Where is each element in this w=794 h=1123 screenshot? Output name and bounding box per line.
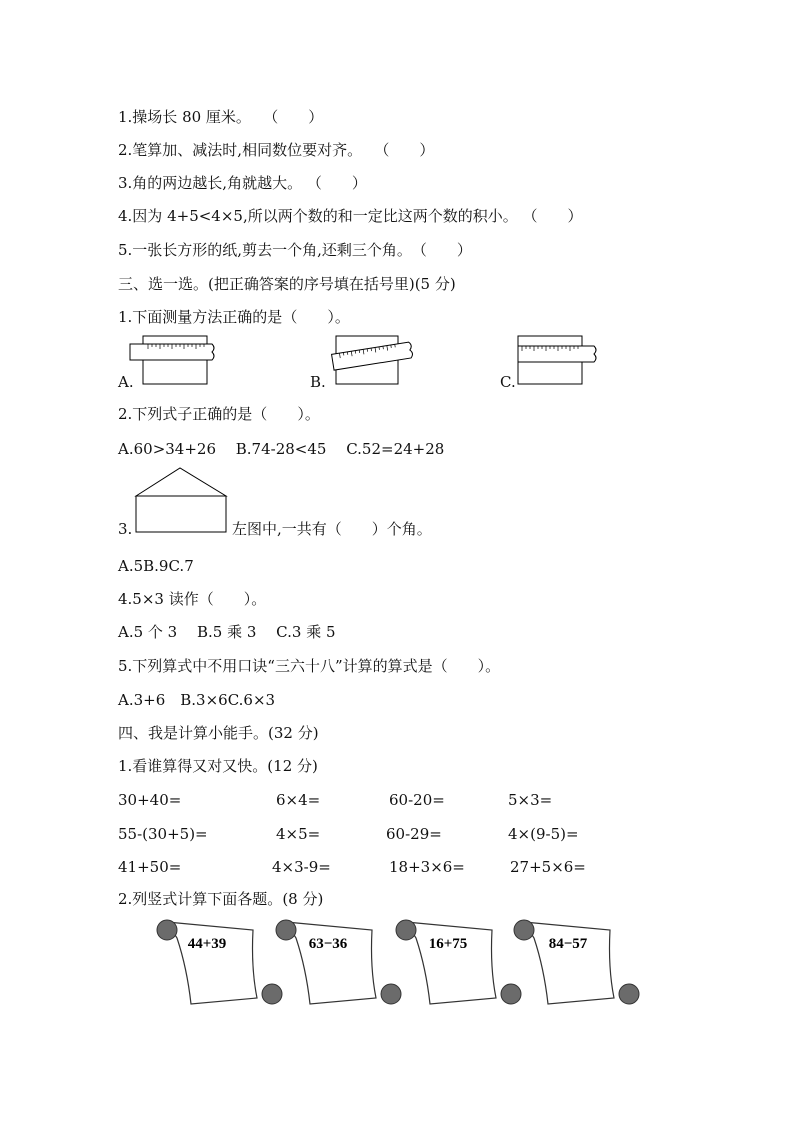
q4-options: A.5 个 3 B.5 乘 3 C.3 乘 5 [118, 623, 336, 641]
choice-q3: 左图中,一共有（ ）个角。 [232, 520, 432, 538]
calc-cell: 4×(9-5)= [508, 825, 579, 843]
calc-cell: 4×3-9= [272, 858, 331, 876]
scroll-card [272, 918, 402, 1008]
ruler-figure-a [128, 330, 224, 386]
calc-cell: 55-(30+5)= [118, 825, 208, 843]
q1-option-b: B. [310, 373, 326, 391]
choice-q4: 4.5×3 读作（ ）。 [118, 590, 267, 608]
choice-q5: 5.下列算式中不用口诀“三六十八”计算的算式是（ ）。 [118, 657, 501, 675]
scroll-expression: 63−36 [308, 936, 348, 952]
scroll-card [510, 918, 640, 1008]
choice-q1: 1.下面测量方法正确的是（ ）。 [118, 308, 350, 326]
calc-cell: 60-20= [389, 791, 445, 809]
q1-option-a: A. [118, 373, 134, 391]
choice-q2: 2.下列式子正确的是（ ）。 [118, 405, 320, 423]
calc-sub1: 1.看谁算得又对又快。(12 分) [118, 757, 318, 775]
scroll-card [392, 918, 522, 1008]
house-shape-figure [134, 466, 230, 536]
calc-cell: 30+40= [118, 791, 182, 809]
q1-option-c: C. [500, 373, 516, 391]
judge-item-3: 3.角的两边越长,角就越大。 （ ） [118, 174, 367, 192]
calc-cell: 60-29= [386, 825, 442, 843]
calc-cell: 41+50= [118, 858, 182, 876]
q3-number: 3. [118, 520, 133, 538]
scroll-expression: 16+75 [428, 936, 468, 952]
q2-options: A.60>34+26 B.74-28<45 C.52=24+28 [118, 440, 445, 458]
calc-heading: 四、我是计算小能手。(32 分) [118, 724, 319, 742]
ruler-figure-c [512, 330, 608, 386]
judge-item-2: 2.笔算加、减法时,相同数位要对齐。 （ ） [118, 141, 435, 159]
judge-item-4: 4.因为 4+5<4×5,所以两个数的和一定比这两个数的积小。 （ ） [118, 207, 583, 225]
calc-cell: 4×5= [276, 825, 321, 843]
ruler-figure-b [326, 330, 422, 386]
scroll-card [153, 918, 283, 1008]
judge-item-5: 5.一张长方形的纸,剪去一个角,还剩三个角。 （ ） [118, 241, 472, 259]
calc-cell: 6×4= [276, 791, 321, 809]
calc-cell: 27+5×6= [510, 858, 586, 876]
choice-heading: 三、选一选。(把正确答案的序号填在括号里)(5 分) [118, 275, 456, 293]
q5-options: A.3+6 B.3×6C.6×3 [118, 691, 276, 709]
scroll-expression: 84−57 [548, 936, 588, 952]
scroll-expression: 44+39 [187, 936, 227, 952]
q3-options: A.5B.9C.7 [118, 557, 194, 575]
judge-item-1: 1.操场长 80 厘米。 （ ） [118, 108, 324, 126]
calc-sub2: 2.列竖式计算下面各题。(8 分) [118, 890, 324, 908]
calc-cell: 5×3= [508, 791, 553, 809]
calc-cell: 18+3×6= [389, 858, 465, 876]
